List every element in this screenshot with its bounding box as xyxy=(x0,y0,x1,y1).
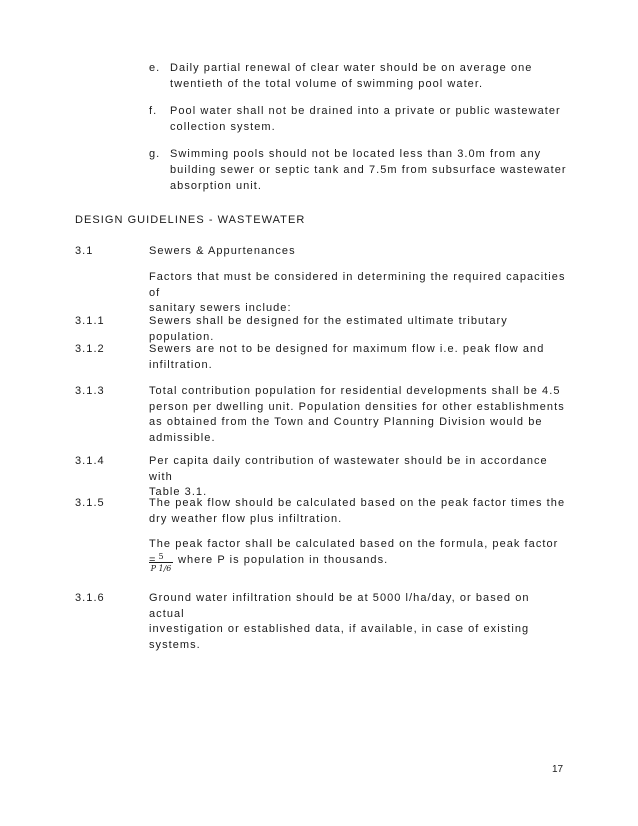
section-number: 3.1.1 xyxy=(75,315,105,327)
section-text-line: Ground water infiltration should be at 5000 l/ha/day, or based on actual xyxy=(149,592,530,620)
section-text-line: person per dwelling unit. Population densities for other establishments xyxy=(149,400,565,413)
section-number: 3.1.4 xyxy=(75,455,105,467)
section-text xyxy=(149,496,569,527)
fraction-numerator: 5 xyxy=(158,552,164,561)
section-number: 3.1.3 xyxy=(75,385,105,397)
list-text-line: twentieth of the total volume of swimming pool water. xyxy=(170,77,484,90)
section-number: 3.1.5 xyxy=(75,497,105,509)
section-text-line: Sewers & Appurtenances xyxy=(149,245,296,257)
peak-factor-fraction xyxy=(149,552,173,573)
section-text-line: Sewers are not to be designed for maximum flow i.e. peak flow and xyxy=(149,343,545,355)
section-heading: DESIGN GUIDELINES - WASTEWATER xyxy=(75,214,306,226)
list-marker: e. xyxy=(149,62,161,74)
list-marker: f. xyxy=(149,105,158,118)
section-text-line: Table 3.1. xyxy=(149,486,208,499)
section-text-line: investigation or established data, if available, in case of existing systems. xyxy=(149,623,530,651)
section-number: 3.1.6 xyxy=(75,592,105,604)
section-text-line: Per capita daily contribution of wastewater should be in accordance with xyxy=(149,455,548,483)
section-text-line: sanitary sewers include: xyxy=(149,302,292,315)
section-text xyxy=(149,591,569,653)
section-text xyxy=(149,342,569,373)
list-marker: g. xyxy=(149,148,161,161)
requirements-list xyxy=(149,61,579,206)
page-number: 17 xyxy=(552,764,564,775)
section-number: 3.1.2 xyxy=(75,343,105,355)
section-text-line: infiltration. xyxy=(149,358,213,371)
list-text-line: collection system. xyxy=(170,120,276,133)
section-text xyxy=(149,244,569,260)
section-text-line: as obtained from the Town and Country Planning Division would be xyxy=(149,416,543,429)
section-text-line: Factors that must be considered in determining the required capacities of xyxy=(149,271,566,299)
section-text xyxy=(149,384,569,446)
list-item-f xyxy=(149,104,579,135)
list-item-e xyxy=(149,61,579,92)
section-text-line: Total contribution population for residential developments shall be 4.5 xyxy=(149,385,561,397)
section-text-line: admissible. xyxy=(149,431,216,444)
section-text xyxy=(149,270,569,317)
list-text-line: Swimming pools should not be located less than 3.0m from any xyxy=(170,148,542,161)
list-text-line: Daily partial renewal of clear water should be on average one xyxy=(170,62,533,74)
list-text-line: Pool water shall not be drained into a private or public wastewater xyxy=(170,105,561,118)
section-text-line: The peak flow should be calculated based on the peak factor times the xyxy=(149,497,566,509)
list-text-line: absorption unit. xyxy=(170,179,263,192)
list-text-line: building sewer or septic tank and 7.5m from subsurface wastewater xyxy=(170,163,567,176)
section-text-line: dry weather flow plus infiltration. xyxy=(149,512,343,525)
section-number: 3.1 xyxy=(75,245,94,257)
section-text xyxy=(149,314,569,345)
formula-text: where P is population in thousands. xyxy=(178,554,389,566)
fraction-bar xyxy=(149,562,173,563)
section-text xyxy=(149,454,569,501)
section-text-line: Sewers shall be designed for the estimated ultimate tributary population. xyxy=(149,315,508,343)
list-item-g xyxy=(149,147,579,194)
section-text-line: The peak factor shall be calculated based on the formula, peak factor = xyxy=(149,538,559,566)
fraction-denominator: P 1/6 xyxy=(150,564,172,573)
